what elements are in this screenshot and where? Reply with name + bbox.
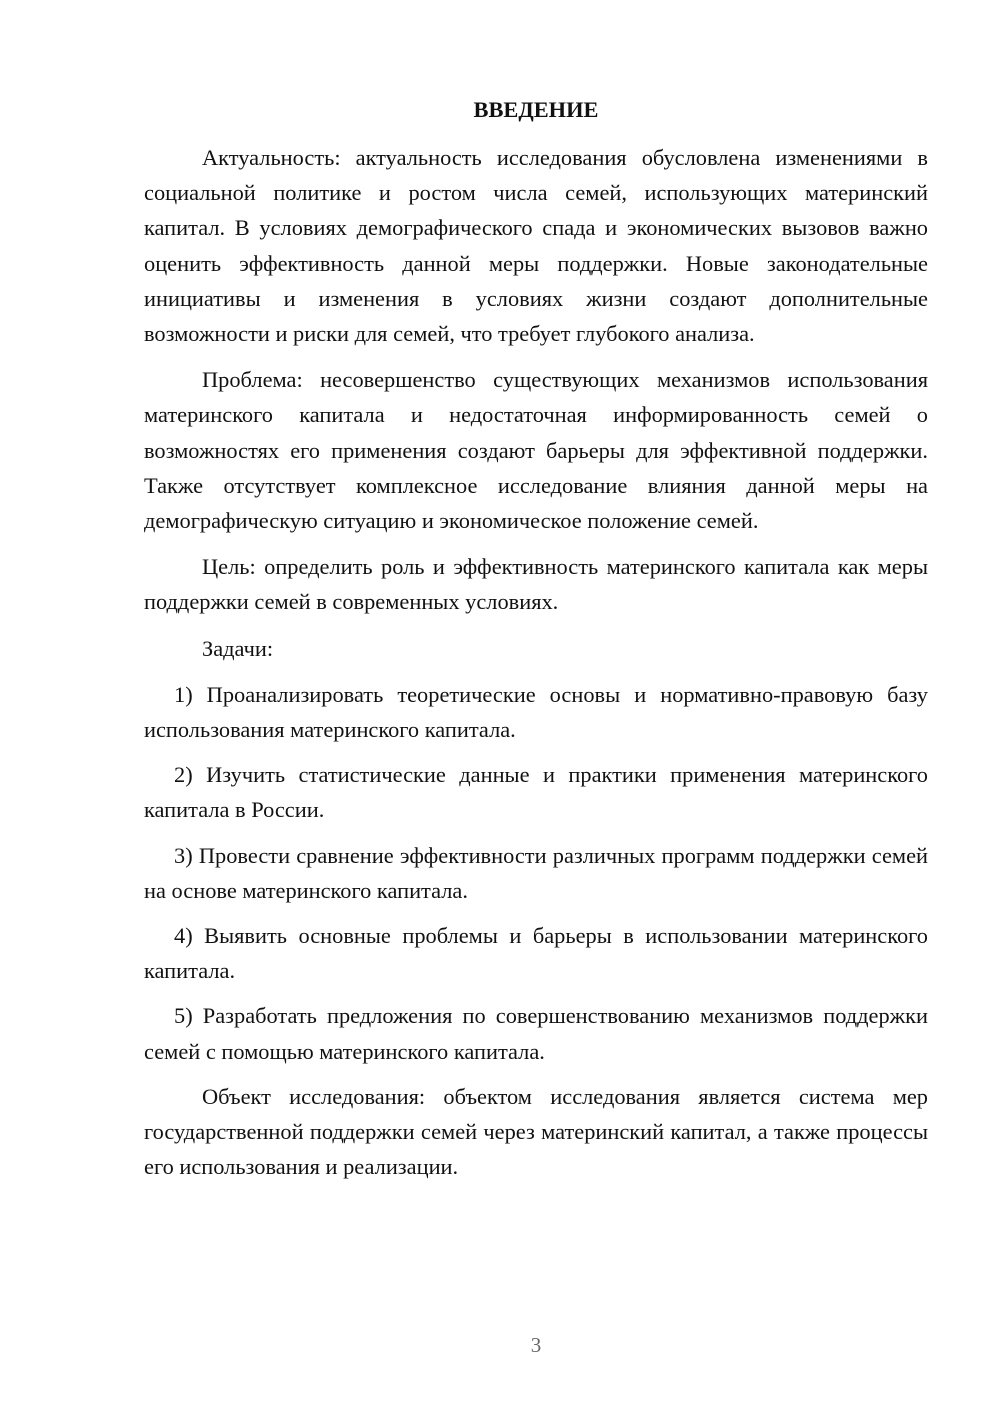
task-item: 4) Выявить основные проблемы и барьеры в использовании материнского капитала.	[144, 923, 928, 984]
goal-paragraph: Цель: определить роль и эффективность материнского капитала как меры поддержки семей в современных условиях.	[144, 554, 928, 615]
task-item: 3) Провести сравнение эффективности различных программ поддержки семей на основе материнского капитала.	[144, 842, 928, 903]
object-paragraph: Объект исследования: объектом исследования является система мер государственной поддержки семей через материнский капитал, а также процессы его использования и реализации.	[144, 1083, 928, 1180]
task-item: 1) Проанализировать теоретические основы и нормативно-правовую базу использования материнского капитала.	[144, 681, 928, 743]
section-title: ВВЕДЕНИЕ	[473, 97, 599, 122]
relevance-paragraph: Актуальность: актуальность исследования обусловлена изменениями в социальной политике и ростом числа семей, использующих материнский капитал. В условиях демографического спада и экономических вызовов важно оценить эффективность данной меры поддержки. Новые законодательные инициативы и изменения в условиях жизни создают дополнительные возможности и риски для семей, что требует глубокого анализа.	[144, 145, 928, 347]
task-item: 5) Разработать предложения по совершенствованию механизмов поддержки семей с помощью материнского капитала.	[144, 1003, 928, 1064]
tasks-heading: Задачи:	[202, 635, 274, 661]
page-number: 3	[530, 1333, 542, 1357]
document-page	[144, 92, 928, 1195]
task-item: 2) Изучить статистические данные и практики применения материнского капитала в России.	[144, 762, 928, 823]
problem-paragraph: Проблема: несовершенство существующих механизмов использования материнского капитала и недостаточная информированность семей о возможностях его применения создают барьеры для эффективной поддержки. Также отсутствует комплексное исследование влияния данной меры на демографическую ситуацию и экономическое положение семей.	[144, 367, 928, 534]
